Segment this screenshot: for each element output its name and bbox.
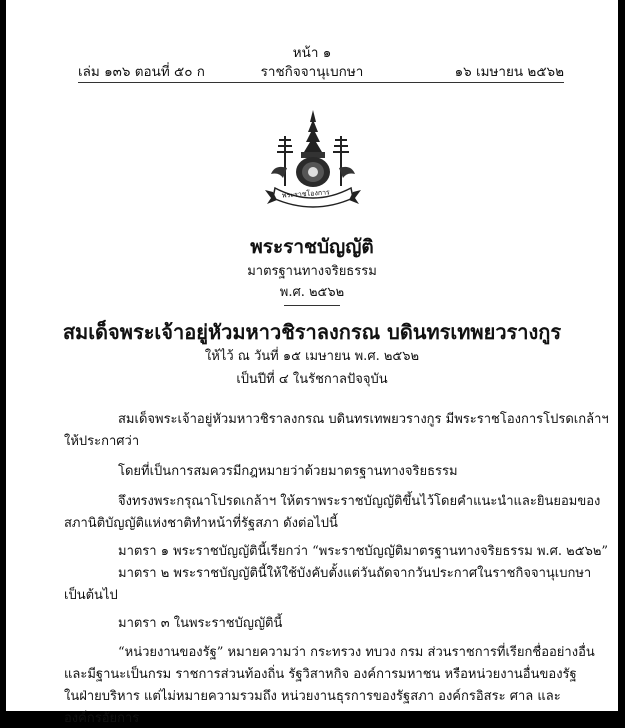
definition-line-2: และมีฐานะเป็นกรม ราชการส่วนท้องถิ่น รัฐวิสาหกิจ องค์การมหาชน หรือหน่วยงานอื่นของรัฐ <box>64 667 577 682</box>
king-name: สมเด็จพระเจ้าอยู่หัวมหาวชิราลงกรณ บดินทรเทพยวรางกูร <box>62 320 562 344</box>
definition-line-3: ในฝ่ายบริหาร แต่ไม่หมายความรวมถึง หน่วยงานธุรการของรัฐสภา องค์กรอิสระ ศาล และ <box>64 689 561 704</box>
title-rule <box>284 305 340 306</box>
definition-line-4: องค์กรอัยการ <box>64 711 140 726</box>
definition-line-1: “หน่วยงานของรัฐ” หมายความว่า กระทรวง ทบวง กรม ส่วนราชการที่เรียกชื่ออย่างอื่น <box>118 645 595 660</box>
volume-issue: เล่ม ๑๓๖ ตอนที่ ๕๐ ก <box>78 64 205 80</box>
emblem-banner-text: พระราชโองการ <box>281 188 331 200</box>
act-name: มาตรฐานทางจริยธรรม <box>247 264 377 279</box>
section-2-line-1: มาตรา ๒ พระราชบัญญัตินี้ให้ใช้บังคับตั้งแต่วันถัดจากวันประกาศในราชกิจจานุเบกษา <box>118 566 592 581</box>
preamble-line-1: สมเด็จพระเจ้าอยู่หัวมหาวชิราลงกรณ บดินทรเทพยวรางกูร มีพระราชโองการโปรดเกล้าฯ <box>118 412 609 427</box>
enacting-line-2: สภานิติบัญญัติแห่งชาติทำหน้าที่รัฐสภา ดังต่อไปนี้ <box>64 516 338 531</box>
given-date: ให้ไว้ ณ วันที่ ๑๕ เมษายน พ.ศ. ๒๕๖๒ <box>204 349 420 364</box>
section-2-line-2: เป็นต้นไป <box>64 588 118 603</box>
gazette-page <box>6 0 618 726</box>
preamble-line-2: ให้ประกาศว่า <box>64 434 140 449</box>
gazette-name: ราชกิจจานุเบกษา <box>260 64 364 80</box>
header-rule <box>78 82 564 83</box>
page-number: หน้า ๑ <box>292 45 332 61</box>
section-3: มาตรา ๓ ในพระราชบัญญัตินี้ <box>118 616 283 631</box>
act-heading: พระราชบัญญัติ <box>250 236 374 258</box>
enacting-line-1: จึงทรงพระกรุณาโปรดเกล้าฯ ให้ตราพระราชบัญญัติขึ้นไว้โดยคำแนะนำและยินยอมของ <box>118 494 601 509</box>
whereas-line: โดยที่เป็นการสมควรมีกฎหมายว่าด้วยมาตรฐานทางจริยธรรม <box>118 464 458 479</box>
reign-year: เป็นปีที่ ๔ ในรัชกาลปัจจุบัน <box>236 372 388 387</box>
section-1: มาตรา ๑ พระราชบัญญัตินี้เรียกว่า “พระราชบัญญัติมาตรฐานทางจริยธรรม พ.ศ. ๒๕๖๒” <box>118 544 609 559</box>
act-year: พ.ศ. ๒๕๖๒ <box>279 285 345 300</box>
publication-date: ๑๖ เมษายน ๒๕๖๒ <box>454 64 564 80</box>
